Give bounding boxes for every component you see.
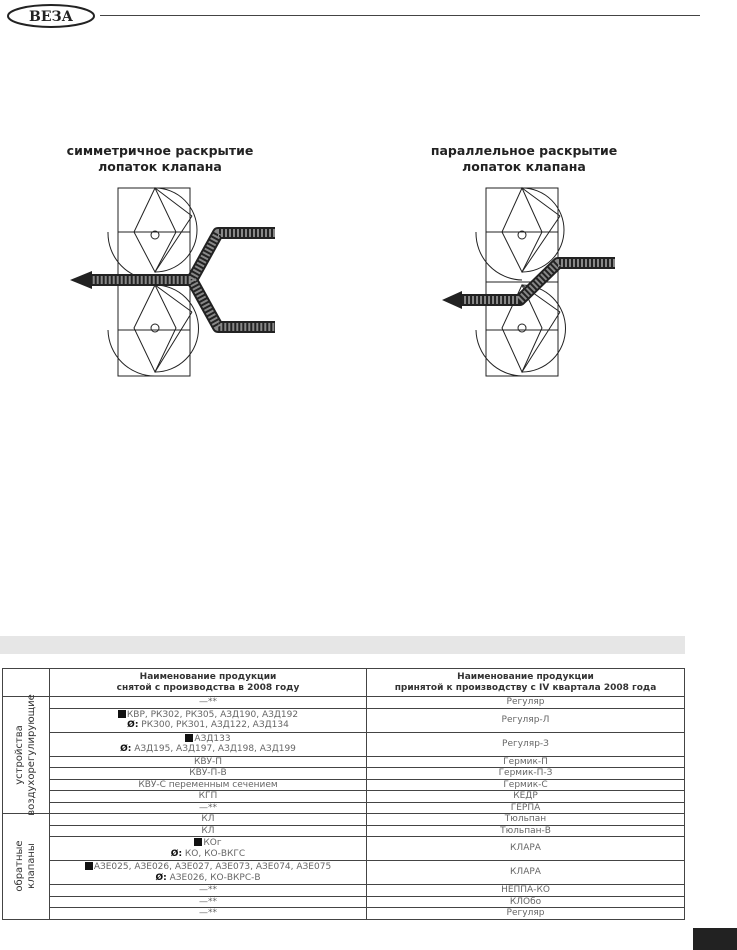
table-row: [3, 756, 685, 768]
new-product-cell: Регуляр-З: [367, 732, 685, 756]
old-product-cell: КОг Ø: КО, КО-ВКГС: [50, 837, 367, 861]
product-replacement-table: [2, 668, 685, 920]
new-product-cell: НЕППА-КО: [367, 885, 685, 897]
new-product-cell: Регуляр: [367, 908, 685, 920]
header-discontinued: [50, 669, 367, 697]
old-product-cell: КВУ-П: [50, 756, 367, 768]
symmetric-damper-diagram: [60, 180, 290, 382]
header-discontinued-line2: снятой с производства в 2008 году: [116, 682, 300, 693]
group-regulating-line2: воздухорегулирующие: [26, 694, 37, 816]
header-new-line1: Наименование продукции: [457, 671, 594, 682]
group-regulating: [3, 694, 50, 816]
table-row: [3, 896, 685, 908]
square-section-icon: [118, 710, 126, 718]
diameter-icon: Ø:: [120, 744, 132, 754]
parallel-title-line1: параллельное раскрытие: [430, 143, 618, 158]
table-row: [3, 837, 685, 861]
new-product-cell: Гермик-П: [367, 756, 685, 768]
old-product-cell: —**: [50, 885, 367, 897]
group-regulating-line1: устройства: [14, 725, 25, 785]
table-row: [3, 708, 685, 732]
header-new: [367, 669, 685, 697]
new-product-cell: ГЕРПА: [367, 802, 685, 814]
table-row: [3, 768, 685, 780]
table-row: [3, 732, 685, 756]
group-check-line2: клапаны: [26, 843, 37, 890]
table-row: [3, 814, 685, 826]
square-section-icon: [85, 862, 93, 870]
old-product-cell: КВР, РКЗ02, РКЗ05, АЗД190, АЗД192 Ø: РКЗ00, РКЗ01, АЗД122, АЗД134: [50, 708, 367, 732]
veza-logo: [6, 4, 96, 28]
new-product-cell: Тюльпан: [367, 814, 685, 826]
diameter-icon: Ø:: [155, 872, 167, 883]
table-row: [3, 791, 685, 803]
old-product-cell: —**: [50, 802, 367, 814]
new-product-cell: Гермик-С: [367, 779, 685, 791]
old-product-cell: АЗЕ025, АЗЕ026, АЗЕ027, АЗЕ073, АЗЕ074, АЗЕ075 Ø: АЗЕ026, КО-ВКРС-В: [50, 861, 367, 885]
parallel-title-line2: лопаток клапана: [462, 159, 586, 174]
table-row: [3, 861, 685, 885]
parallel-title: [424, 143, 624, 175]
new-product-cell: Регуляр: [367, 697, 685, 709]
header-empty-cell: [3, 669, 50, 697]
table-row: [3, 908, 685, 920]
new-product-cell: Гермик-П-З: [367, 768, 685, 780]
old-product-cell: КВУ-С переменным сечением: [50, 779, 367, 791]
symmetric-title-line1: симметричное раскрытие: [66, 143, 254, 158]
old-product-cell: —**: [50, 908, 367, 920]
old-product-cell: —**: [50, 697, 367, 709]
old-product-cell: КГП: [50, 791, 367, 803]
table-row: [3, 885, 685, 897]
table-row: [3, 779, 685, 791]
old-product-cell: —**: [50, 896, 367, 908]
square-section-icon: [194, 838, 202, 846]
page-tab-marker: [693, 928, 737, 950]
symmetric-title-line2: лопаток клапана: [98, 159, 222, 174]
diameter-icon: Ø:: [170, 848, 183, 859]
table-header-row: [3, 669, 685, 697]
header-new-line2: принятой к производству с IV квартала 2008 года: [394, 682, 657, 693]
table-row: [3, 825, 685, 837]
group-check-line1: обратные: [14, 840, 25, 892]
table-row: [3, 802, 685, 814]
new-product-cell: КЛОбо: [367, 896, 685, 908]
old-product-cell: КВУ-П-В: [50, 768, 367, 780]
new-product-cell: Тюльпан-В: [367, 825, 685, 837]
new-product-cell: Регуляр-Л: [367, 708, 685, 732]
diameter-icon: Ø:: [127, 720, 139, 730]
new-product-cell: КЛАРА: [367, 861, 685, 885]
header-rule: [100, 15, 700, 16]
parallel-damper-diagram: [430, 180, 660, 382]
old-product-cell: КЛ: [50, 814, 367, 826]
section-band: [0, 636, 685, 654]
group-check-valves: [3, 814, 50, 920]
table-row: [3, 697, 685, 709]
new-product-cell: КЛАРА: [367, 837, 685, 861]
symmetric-title: [60, 143, 260, 175]
new-product-cell: КЕДР: [367, 791, 685, 803]
old-product-cell: КЛ: [50, 825, 367, 837]
old-product-cell: АЗД133 Ø: АЗД195, АЗД197, АЗД198, АЗД199: [50, 732, 367, 756]
header-discontinued-line1: Наименование продукции: [139, 671, 277, 682]
square-section-icon: [185, 734, 193, 742]
logo-text: ВЕЗА: [28, 9, 74, 25]
